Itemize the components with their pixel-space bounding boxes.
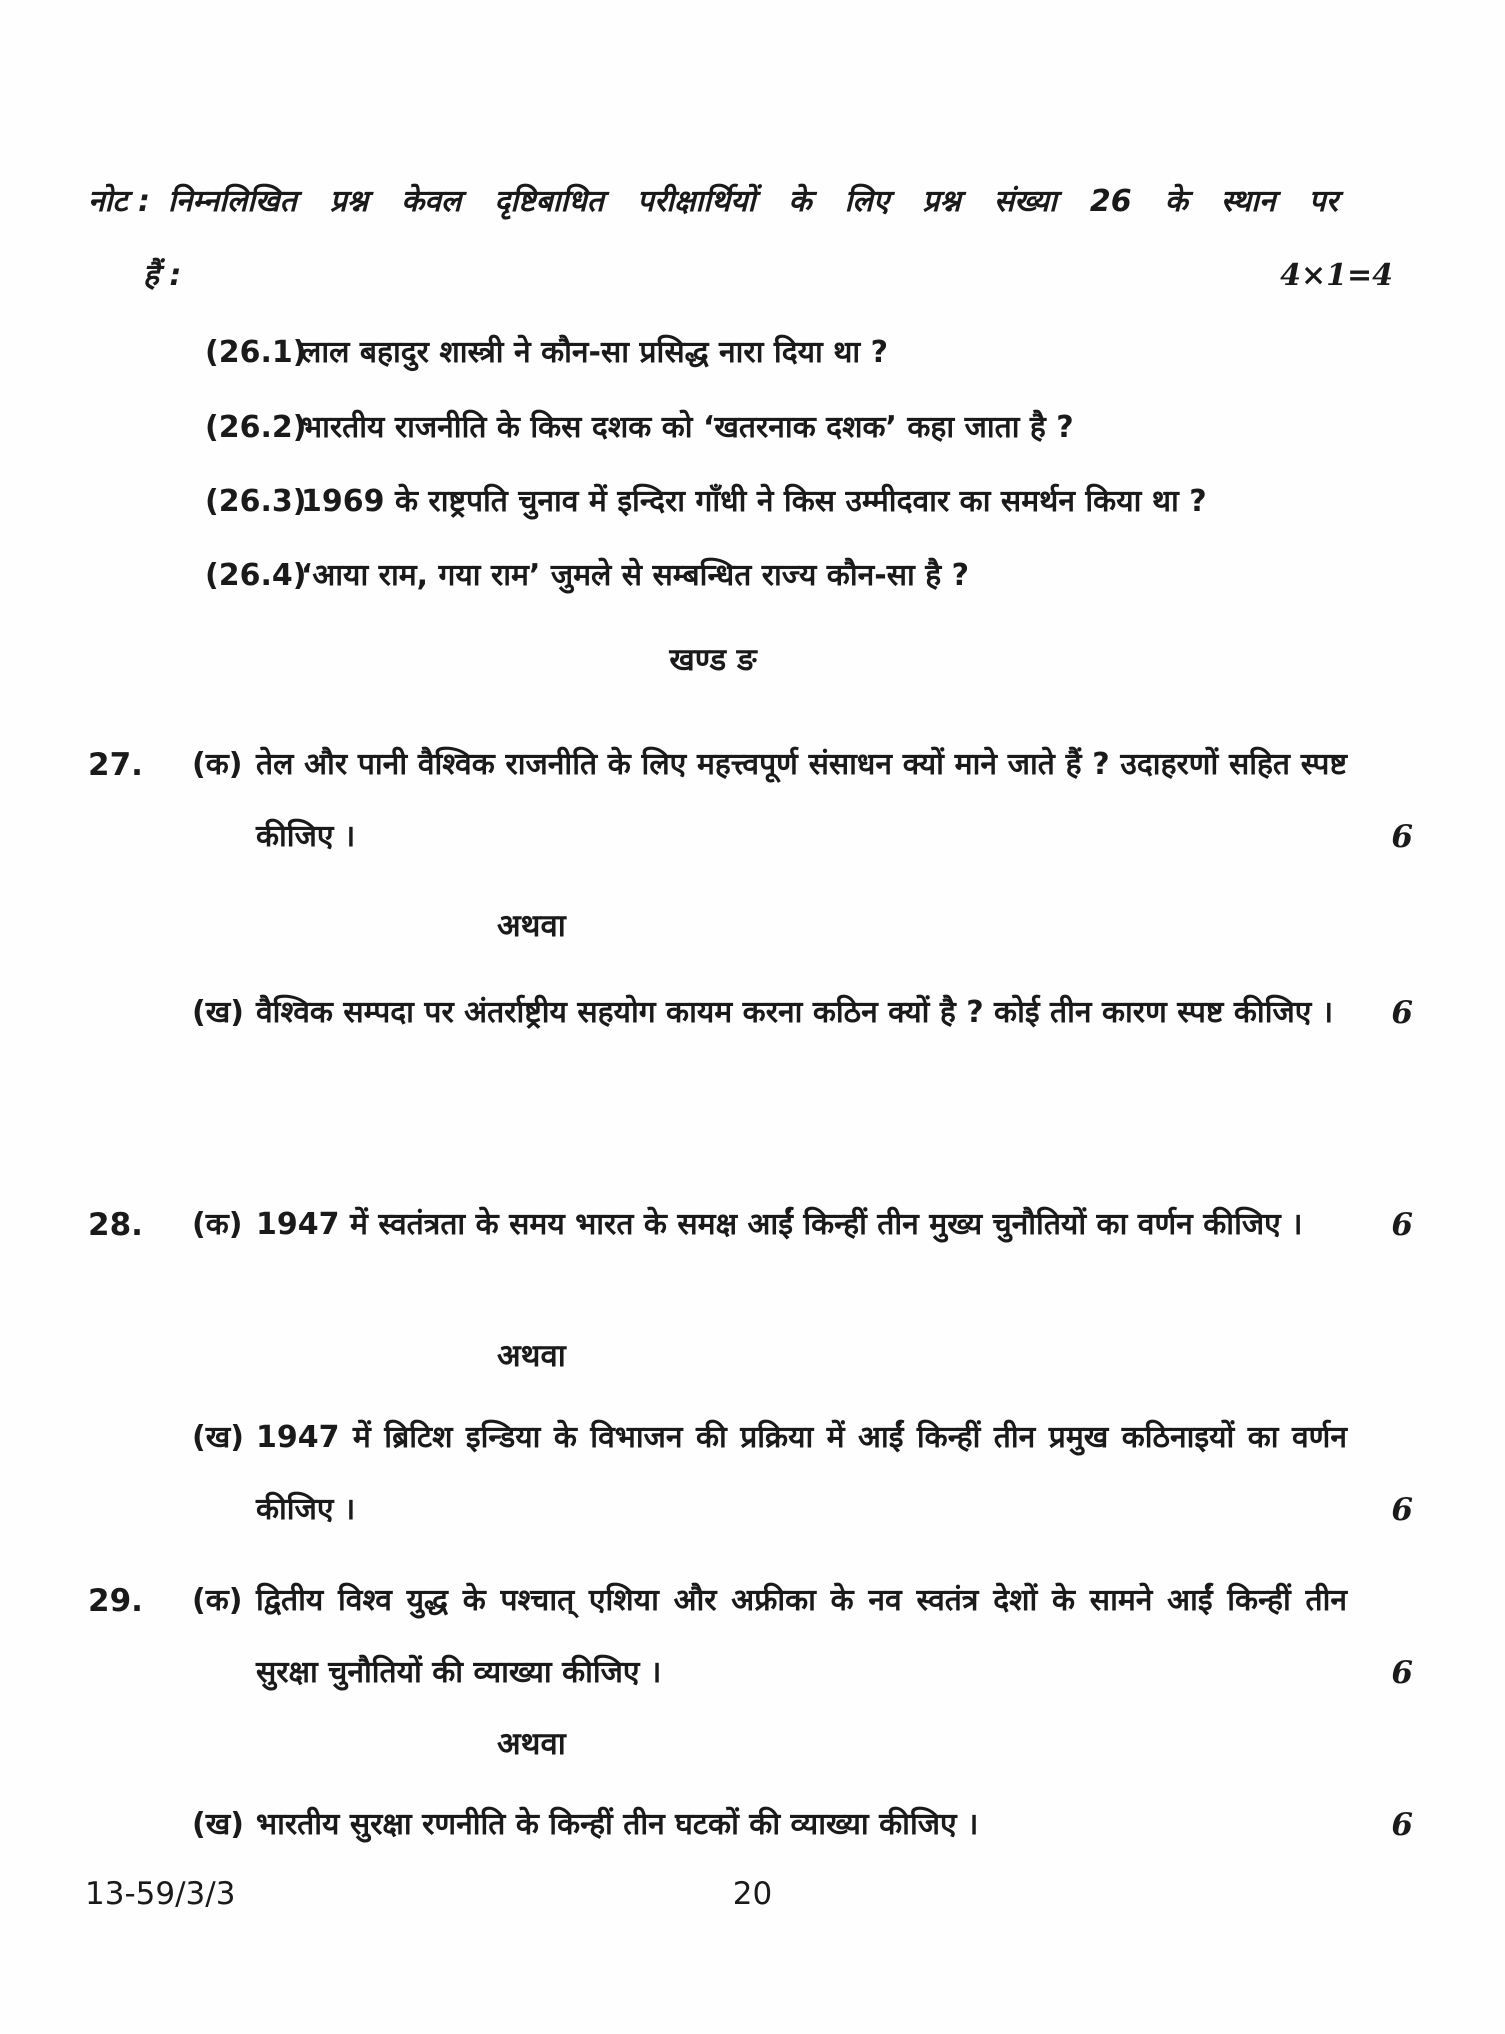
question-number bbox=[88, 1402, 192, 1546]
question-number: 29. bbox=[88, 1583, 143, 1619]
question-29-part-a bbox=[88, 1565, 1413, 1709]
note-continuation: हैं : bbox=[143, 258, 182, 293]
note-line-1 bbox=[88, 176, 1338, 228]
note-marks: 4×1=4 bbox=[1280, 258, 1393, 293]
part-label: (ख) bbox=[192, 1420, 244, 1455]
sub-question-26-1 bbox=[205, 327, 1390, 379]
note-line-2 bbox=[143, 250, 1393, 302]
sub-question-number: (26.4) bbox=[205, 558, 307, 593]
question-29-part-b bbox=[88, 1789, 1413, 1861]
sub-question-text: 1969 के राष्ट्रपति चुनाव में इन्दिरा गाँधी ने किस उम्मीदवार का समर्थन किया था ? bbox=[301, 484, 1207, 519]
sub-question-text: लाल बहादुर शास्त्री ने कौन-सा प्रसिद्ध नारा दिया था ? bbox=[301, 335, 889, 370]
note-label: नोट : bbox=[88, 184, 150, 219]
question-28-part-b bbox=[88, 1402, 1413, 1546]
sub-question-text: भारतीय राजनीति के किस दशक को ‘खतरनाक दशक’ कहा जाता है ? bbox=[301, 410, 1074, 445]
marks-value: 6 bbox=[1391, 995, 1413, 1031]
part-label: (क) bbox=[192, 747, 243, 782]
question-number bbox=[88, 1789, 192, 1861]
marks-value: 6 bbox=[1391, 819, 1413, 855]
footer-paper-code: 13-59/3/3 bbox=[85, 1876, 236, 1912]
question-text: द्वितीय विश्व युद्ध के पश्चात् एशिया और अफ्रीका के नव स्वतंत्र देशों के सामने आईं किन्हीं तीन सुरक्षा चुनौतियों की व्याख्या कीजिए । bbox=[256, 1583, 1347, 1690]
marks-value: 6 bbox=[1391, 1655, 1413, 1691]
sub-question-26-4 bbox=[205, 550, 1390, 602]
marks-value: 6 bbox=[1391, 1492, 1413, 1528]
sub-question-number: (26.2) bbox=[205, 410, 307, 445]
question-28-part-a bbox=[88, 1189, 1413, 1261]
part-label: (ख) bbox=[192, 1807, 244, 1842]
question-number: 27. bbox=[88, 747, 143, 783]
question-27-part-b bbox=[88, 977, 1413, 1049]
sub-question-26-2 bbox=[205, 402, 1390, 454]
note-text: निम्नलिखित प्रश्न केवल दृष्टिबाधित परीक्षार्थियों के लिए प्रश्न संख्या 26 के स्थान पर bbox=[168, 184, 1338, 219]
footer-page-number: 20 bbox=[732, 1876, 773, 1912]
question-number bbox=[88, 977, 192, 1049]
marks-value: 6 bbox=[1391, 1207, 1413, 1243]
part-label: (क) bbox=[192, 1583, 243, 1618]
or-separator: अथवा bbox=[497, 1338, 566, 1374]
sub-question-number: (26.1) bbox=[205, 335, 307, 370]
question-27-part-a bbox=[88, 729, 1413, 873]
question-number: 28. bbox=[88, 1207, 143, 1243]
question-text: वैश्विक सम्पदा पर अंतर्राष्ट्रीय सहयोग कायम करना कठिन क्यों है ? कोई तीन कारण स्पष्ट कीजिए । bbox=[256, 995, 1334, 1030]
sub-question-26-3 bbox=[205, 476, 1390, 528]
question-text: तेल और पानी वैश्विक राजनीति के लिए महत्त्वपूर्ण संसाधन क्यों माने जाते हैं ? उदाहरणों सहित स्पष्ट कीजिए । bbox=[256, 747, 1347, 854]
marks-value: 6 bbox=[1391, 1807, 1413, 1843]
sub-question-text: ‘आया राम, गया राम’ जुमले से सम्बन्धित राज्य कौन-सा है ? bbox=[301, 558, 969, 593]
sub-question-number: (26.3) bbox=[205, 484, 307, 519]
part-label: (ख) bbox=[192, 995, 244, 1030]
question-text: 1947 में ब्रिटिश इन्डिया के विभाजन की प्रक्रिया में आईं किन्हीं तीन प्रमुख कठिनाइयों का वर्णन कीजिए । bbox=[256, 1420, 1347, 1527]
section-heading: खण्ड ङ bbox=[669, 642, 757, 678]
question-text: 1947 में स्वतंत्रता के समय भारत के समक्ष आईं किन्हीं तीन मुख्य चुनौतियों का वर्णन कीजिए । bbox=[256, 1207, 1303, 1242]
part-label: (क) bbox=[192, 1207, 243, 1242]
or-separator: अथवा bbox=[497, 1726, 566, 1762]
question-text: भारतीय सुरक्षा रणनीति के किन्हीं तीन घटकों की व्याख्या कीजिए । bbox=[256, 1807, 979, 1842]
or-separator: अथवा bbox=[497, 908, 566, 944]
